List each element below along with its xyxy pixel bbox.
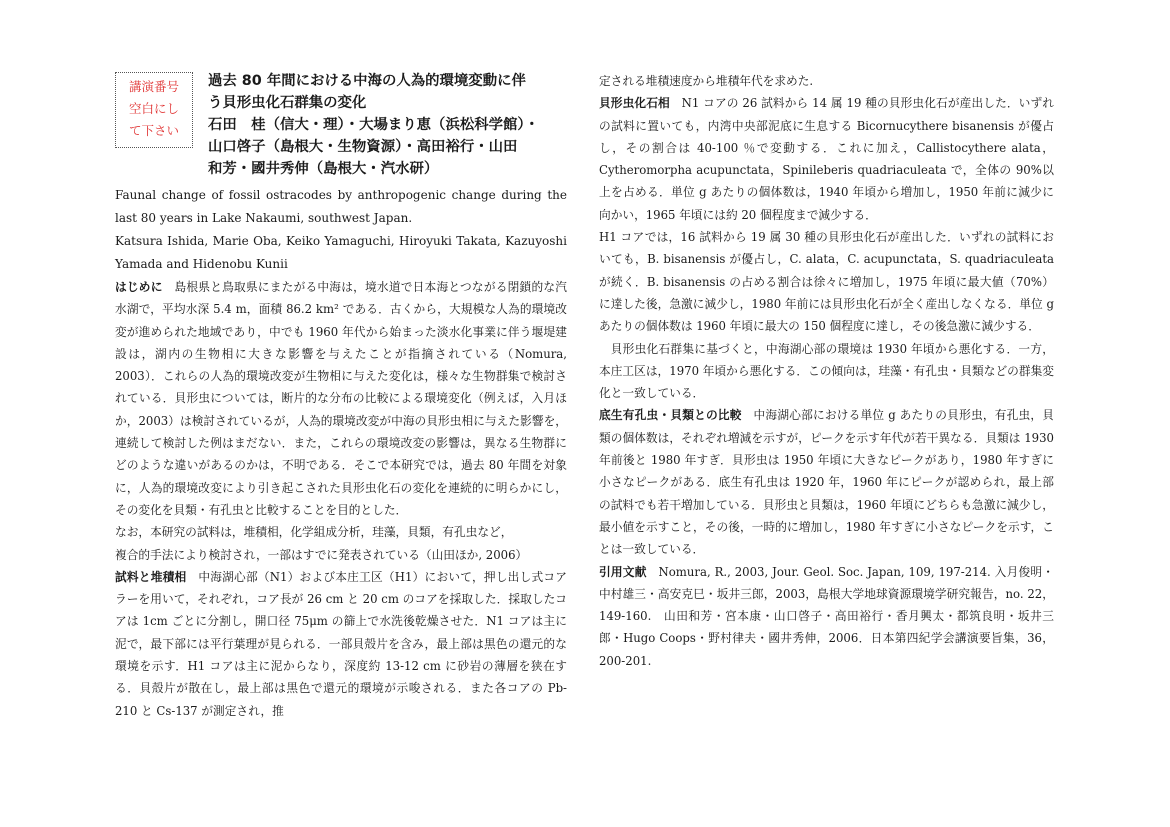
compare-text: 中海湖心部における単位 g あたりの貝形虫，有孔虫，貝類の個体数は，それぞれ増減を示すが，ピークを示す年代が若干異なる．貝類は 1930 年前後と 1980 年すぎ．貝形虫は 1950 年頃に大きなピークがあり，1980 年すぎに小さなピークがある．底生有孔虫は 1920 年，1960 年にピークが認められ，最上部の試料でも若干増加している．貝形虫と貝類は，1960 年頃にどちらも急激に減少し，最小値を示すこと，その後，一時的に増加し，1980 年すぎに小さなピークを示す，ことは一致している．: [599, 408, 1054, 557]
ostracode-paragraph: [599, 92, 1054, 226]
ostracode-paragraph-2: H1 コアでは，16 試料から 19 属 30 種の貝形虫化石が産出した．いずれの試料においても，B. bisanensis が優占し，C. alata，C. acupunctata，S. quadriaculeata が続く．B. bisanensis の占める割合は徐々に増加し，1975 年頃に最大値（70%）に達した後，急激に減少し，1980 年前には貝形虫化石が全く産出しなくなる．単位 g あたりの個体数は 1960 年頃に最大の 150 個程度に達し，その後急激に減少する．: [599, 230, 1054, 334]
ostracode-paragraph-3: 貝形虫化石群集に基づくと，中海湖心部の環境は 1930 年頃から悪化する．一方，本庄工区は，1970 年頃から悪化する．この傾向は，珪藻・有孔虫・貝類などの群集変化と一致している．: [599, 341, 1054, 401]
placeholder-line: 講演番号: [128, 79, 179, 94]
ostracode-text: N1 コアの 26 試料から 14 属 19 種の貝形虫化石が産出した．いずれの試料に置いても，内湾中央部泥底に生息する Bicornucythere bisanensis が優占し，その割合は 40-100 ％で変動する．これに加え，Callistocythere alata，Cytheromorpha acupunctata，Spinileberis quadriaculeata で，全体の 90%以上を占める．単位 g あたりの個体数は，1940 年頃から増加し，1950 年前に減少に向かい，1965 年頃には約 20 個程度まで減少する．: [599, 96, 1054, 222]
header: [115, 70, 567, 184]
body-left: [115, 276, 567, 722]
placeholder-line: 空白にし: [128, 101, 179, 116]
compare-paragraph: [599, 404, 1054, 560]
references-heading: 引用文献: [599, 564, 647, 579]
samples-continued: 定される堆積速度から堆積年代を求めた.: [599, 74, 814, 88]
title-line: 過去 80 年間における中海の人為的環境変動に伴: [208, 73, 526, 89]
intro-heading: はじめに: [115, 280, 163, 294]
author-line: 石田 桂（信大・理）・大場まり恵（浜松科学館）・: [208, 117, 539, 133]
left-column: [115, 70, 567, 722]
placeholder-line: て下さい: [128, 123, 179, 138]
paper-title: [208, 70, 568, 180]
session-number-placeholder: [115, 72, 193, 148]
samples-text: 中海湖心部（N1）および本庄工区（H1）において，押し出し式コアラーを用いて，それぞれ，コア長が 26 cm と 20 cm のコアを採取した．採取したコアは 1cm ごとに分割し，開口径 75μm の篩上で水洗後乾燥させた．N1 コアは主に泥で，最下部には平行葉理が見られる．一部貝殻片を含み，最上部は黒色の還元的な環境を示す．H1 コアは主に泥からなり，深度約 13-12 cm に砂岩の薄層を狭在する．貝殻片が散在し，最上部は黒色で還元的環境が示唆される．また各コアの Pb-210 と Cs-137 が測定され，推: [115, 569, 567, 718]
title-line: う貝形虫化石群集の変化: [208, 95, 367, 111]
right-column: [599, 70, 1054, 672]
intro-paragraph-3: 複合的手法により検討され，一部はすでに発表されている（山田ほか, 2006）: [115, 547, 528, 562]
intro-text: 島根県と鳥取県にまたがる中海は，境水道で日本海とつながる閉鎖的な汽水湖で，平均水深 5.4 m，面積 86.2 km² である．古くから，大規模な人為的環境改変が進められた地域であり，中でも 1960 年代から始まった淡水化事業に伴う堰堤建設は，湖内の生物相に大きな影響を与えたことが指摘されている（Nomura, 2003）．これらの人為的環境改変が生物相に与えた変化は，様々な生物群集で検討されている．貝形虫については，断片的な分布の比較による環境変化（例えば，入月ほか，2003）は検討されているが，人為的環境改変が中海の貝形虫相に与えた影響を，連続して検討した例はまだない．また，これらの環境改変の影響は，異なる生物群にどのような違いがあるのかは，不明である．そこで本研究では，過去 80 年間を対象に，人為的環境改変により引き起こされた貝形虫化石の変化を連続的に明らかにし，その変化を貝類・有孔虫と比較することを目的とした．: [115, 280, 567, 517]
body-right: [599, 70, 1054, 672]
intro-paragraph-2: なお，本研究の試料は，堆積相，化学組成分析，珪藻，貝類，有孔虫など，: [115, 525, 513, 540]
compare-heading: 底生有孔虫・貝類との比較: [599, 408, 742, 423]
english-title: Faunal change of fossil ostracodes by anthropogenic change during the last 80 years in Lake Nakaumi, southwest Japan.: [115, 188, 567, 225]
ostracode-heading: 貝形虫化石相: [599, 96, 670, 111]
references-paragraph: [599, 561, 1054, 672]
english-authors: Katsura Ishida, Marie Oba, Keiko Yamaguchi, Hiroyuki Takata, Kazuyoshi Yamada and Hidenobu Kunii: [115, 234, 567, 271]
author-line: 山口啓子（島根大・生物資源）・高田裕行・山田: [208, 139, 518, 155]
samples-paragraph: [115, 566, 567, 722]
samples-heading: 試料と堆積相: [115, 569, 187, 584]
intro-paragraph: [115, 276, 567, 521]
author-line: 和芳・國井秀伸（島根大・汽水研）: [208, 161, 439, 177]
references-text: Nomura, R., 2003, Jour. Geol. Soc. Japan, 109, 197-214. 入月俊明・中村雄三・高安克巳・坂井三郎，2003，島根大学地球資源環境学研究報告，no. 22，149-160. 山田和芳・宮本康・山口啓子・高田裕行・香月興太・都筑良明・坂井三郎・Hugo Coops・野村律夫・國井秀伸，2006．日本第四紀学会講演要旨集，36，200-201.: [599, 564, 1054, 668]
